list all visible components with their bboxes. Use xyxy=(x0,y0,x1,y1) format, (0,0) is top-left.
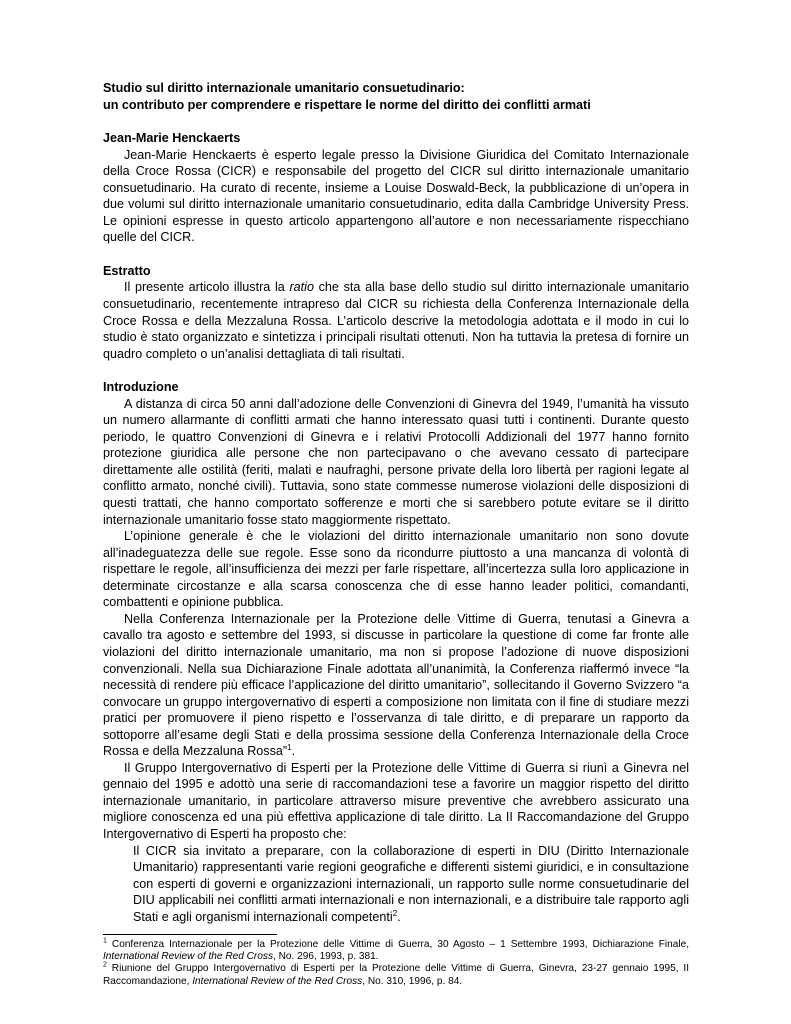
title-line-2: un contributo per comprendere e rispettare le norme del diritto dei conflitti armati xyxy=(103,97,591,112)
footnote-ref-1[interactable]: 1 xyxy=(287,743,292,753)
intro-paragraph-1: A distanza di circa 50 anni dall’adozione delle Convenzioni di Ginevra del 1949, l’umanità ha vissuto un numero allarmante di conflitti armati che hanno interessato quasi tutti i continenti. Durante questo periodo, le quattro Convenzioni di Ginevra e i relativi Protocolli Addizionali del 1977 hanno fornito protezione giuridica alle persone che non partecipavano o che avevano cessato di partecipare direttamente alle ostilità (feriti, malati e naufraghi, persone private della loro libertà per ragioni legate al conflitto armato, nonché civili). Tuttavia, sono state commesse numerose violazioni delle disposizioni di questi trattati, che hanno comportato sofferenze e morti che si sarebbero potute evitare se il diritto internazionale umanitario fosse stato maggiormente rispettato. xyxy=(103,396,689,527)
footnote-1: $^1$ Conferenza Internazionale per la Protezione delle Vittime di Guerra, 30 Agosto – 1 Settembre 1993, Dichiarazione Finale, International Review of the Red Cross, No. 296, 1993, p. 381. xyxy=(103,937,689,963)
intro-paragraph-4: Il Gruppo Intergovernativo di Esperti per la Protezione delle Vittime di Guerra si riunì a Ginevra nel gennaio del 1995 e adottò una serie di raccomandazioni tese a favorire un maggior rispetto del diritto internazionale umanitario, in particolare attraverso misure preventive che avrebbero assicurato una migliore conoscenza ed una più effettiva applicazione di tale diritto. La II Raccomandazione del Gruppo Intergovernativo di Esperti ha proposto che: xyxy=(103,760,689,841)
abstract-paragraph: Il presente articolo illustra la ratio che sta alla base dello studio sul diritto internazionale umanitario consuetudinario, recentemente intrapreso dal CICR su richiesta della Conferenza Internazionale della Croce Rossa e della Mezzaluna Rossa. L’articolo descrive la metodologia adottata e il modo in cui lo studio è stato organizzato e sintetizza i principali risultati ottenuti. Non ha tuttavia la pretesa di fornire un quadro completo o un’analisi dettagliata di tali risultati. xyxy=(103,280,689,361)
title-line-1: Studio sul diritto internazionale umanitario consuetudinario: xyxy=(103,81,465,95)
footnote-2: $^2$ Riunione del Gruppo Intergovernativo di Esperti per la Protezione delle Vittime di Guerra, Ginevra, 23-27 gennaio 1995, II Raccomandazione, International Review of the Red Cross, No. 310, 1996, p. 84. xyxy=(103,962,689,987)
author-bio: Jean-Marie Henckaerts è esperto legale presso la Divisione Giuridica del Comitato Internazionale della Croce Rossa (CICR) e responsabile del progetto del CICR sul diritto internazionale umanitario consuetudinario. Ha curato di recente, insieme a Louise Doswald-Beck, la pubblicazione di un’opera in due volumi sul diritto internazionale umanitario consuetudinario, edita dalla Cambridge University Press. Le opinioni espresse in questo articolo appartengono all’autore e non necessariamente rispecchiano quelle del CICR. xyxy=(103,147,689,245)
intro-paragraph-2: L’opinione generale è che le violazioni del diritto internazionale umanitario non sono dovute all’inadeguatezza delle sue regole. Esse sono da ricondurre piuttosto a una mancanza di volontà di rispettare le regole, all’insufficienza dei mezzi per farle rispettare, all’incertezza sulla loro applicazione in determinate circostanze e alla scarsa conoscenza che di esse hanno leader politici, comandanti, combattenti e opinione pubblica. xyxy=(103,529,689,610)
introduction-heading: Introduzione xyxy=(103,380,179,395)
abstract-heading: Estratto xyxy=(103,263,151,278)
document-page xyxy=(103,80,689,988)
footnote-divider xyxy=(103,934,277,935)
intro-paragraph-3: Nella Conferenza Internazionale per la Protezione delle Vittime di Guerra, tenutasi a Ginevra a cavallo tra agosto e settembre del 1993, si discusse in particolare la questione di come far fronte alle violazioni del diritto internazionale umanitario, ma non si propose l’adozione di nuove disposizioni convenzionali. Nella sua Dichiarazione Finale adottata all’unanimità, la Conferenza riaffermó invece “la necessità di rendere più efficace l’applicazione del diritto umanitario”, sollecitando il Governo Svizzero “a convocare un gruppo intergovernativo di esperti a composizione non limitata con il fine di studiare mezzi pratici per promuovere il pieno rispetto e l’osservanza di tale diritto, e di preparare un rapporto da sottoporre all’esame degli Stati e della prossima sessione della Conferenza Internazionale della Croce Rossa e della Mezzaluna Rossa”$^1$. xyxy=(103,611,689,759)
ratio-italic: ratio xyxy=(289,280,314,295)
document-title xyxy=(103,80,689,113)
recommendation-quote: Il CICR sia invitato a preparare, con la collaborazione di esperti in DIU (Diritto Internazionale Umanitario) rappresentanti varie regioni geografiche e differenti sistemi giuridici, e in consultazione con esperti di governi e organizzazioni internazionali, un rapporto sulle norme consuetudinarie del DIU applicabili nei conflitti armati internazionali e non internazionali, e a distribuire tale rapporto agli Stati e agli organismi internazionali competenti$^2$. xyxy=(133,843,689,924)
author-name: Jean-Marie Henckaerts xyxy=(103,131,241,146)
footnote-ref-2[interactable]: 2 xyxy=(392,908,398,918)
